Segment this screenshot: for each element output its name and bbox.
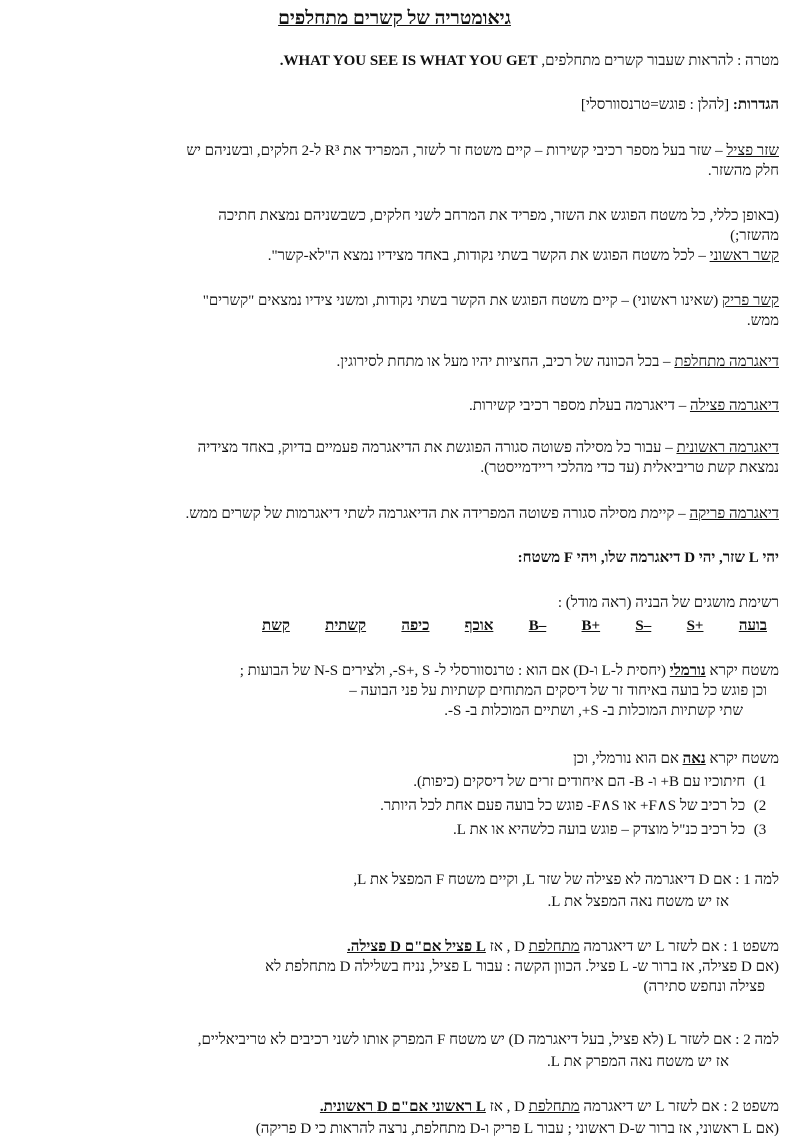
lemma-2-continuation: אז יש משטח נאה המפרק את L. [546,1054,729,1070]
nice-lead: משטח יקרא [709,751,779,767]
prime-knot-definition [268,247,779,265]
composite-diagram-text: – קיימת מסילה סגורה פשוטה המפרידה את הדיאגרמה לשתי דיאגרמות של קשרים ממש. [185,506,686,522]
theorem-2-alternating: מתחלפת [528,1099,580,1115]
lemma-1-continuation: אז יש משטח נאה המפצל את L. [547,894,729,910]
nice-condition [413,773,771,791]
goal-line: מטרה : להראות שעבור קשרים מתחלפים, WHAT YOU SEE IS WHAT YOU GET. [279,53,779,69]
concept-item: קשתית [325,618,367,634]
concept-item: S+ [686,618,704,634]
concept-item: אוכף [464,618,494,634]
concept-item: קשת [262,618,290,634]
split-diagram-term: דיאגרמה פצילה [689,398,779,414]
let-statement: יהי L שזר, יהי D דיאגרמה שלו, ויהי F משטח: [517,550,779,566]
goal-text: להראות שעבור קשרים מתחלפים, [541,53,734,69]
lemma-1-text: אם D דיאגרמה לא פצילה של שזר L, וקיים משטח F המפצל את L, [353,872,732,888]
lemma-1 [353,871,779,889]
alternating-diagram-term: דיאגרמה מתחלפת [674,354,779,370]
condition-text: כל רכיב כנ"ל מוצדק – פוגש בועה כלשהיא או את L. [452,822,746,838]
goal-emphasis: WHAT YOU SEE IS WHAT YOU GET. [279,53,538,69]
page-title: גיאומטריה של קשרים מתחלפים [278,8,511,29]
nice-term: נאה [682,751,706,767]
theorem-1 [347,938,779,956]
nice-condition [453,821,771,839]
lemma-1-label: למה 1 : [735,872,779,888]
condition-number: 1) [753,774,767,790]
theorem-2-mid: D , אז [489,1099,525,1115]
nice-tail: אם הוא נורמלי, וכן [573,751,679,767]
lemma-2: למה 2 : אם לשזר L (לא פציל, בעל דיאגרמה D) יש משטח F המפרק אותו לשני רכיבים לא טריביאליים, [197,1032,779,1048]
concept-item: B– [528,618,547,634]
condition-text: חיתוכיו עם B+ ו- B- הם איחודים זרים של דיסקים (כיפות). [413,774,746,790]
composite-diagram-term: דיאגרמה פריקה [689,506,779,522]
condition-number: 2) [753,798,767,814]
split-link-term: שזר פציל [726,143,779,159]
theorem-1-mid: D , אז [489,939,525,955]
prime-knot-term: קשר ראשוני [709,248,779,264]
concept-item: B+ [581,618,601,634]
split-diagram-definition [469,397,779,415]
theorem-1-statement: L פציל אם"ם D פצילה. [347,939,486,955]
normal-text: (יחסית ל-L ו-D) אם הוא : טרנסוורסלי ל- S+, S-, ולצירים N-S של הבועות ; [239,663,667,679]
normal-surface-definition [240,662,779,680]
nice-condition [380,797,771,815]
normal-term: נורמלי [669,663,706,679]
composite-knot-text: (שאינו ראשוני) – קיים משטח הפוגש את הקשר בשתי נקודות, ומשני צידיו נמצאים "קשרים" [202,293,719,309]
definitions-header [581,96,779,114]
composite-knot-definition [203,292,779,310]
theorem-1-proof-note-continuation: פצילה ונחפש סתירה) [643,979,765,995]
condition-number: 3) [753,822,767,838]
nice-surface-definition [573,750,779,768]
definitions-label: הגדרות: [732,97,779,113]
theorem-2 [320,1098,779,1116]
normal-continuation-1: וכן פוגש כל בועה באיחוד זר של דיסקים המתוחים קשתיות על פני הבועה – [349,683,767,699]
prime-diagram-definition [198,439,779,457]
normal-continuation-2: שתי קשתיות המוכלות ב- S+, ושתיים המוכלות ב- S-. [444,703,743,719]
composite-knot-continuation: ממש. [746,313,779,329]
alternating-diagram-definition [337,353,779,371]
prime-diagram-continuation: נמצאת קשת טריביאלית (עד כדי מהלכי ריידמייסטר). [480,460,779,476]
concepts-intro: רשימת מושגים של הבניה (ראה מודל) : [557,595,779,611]
normal-lead: משטח יקרא [709,663,779,679]
concepts-list [262,618,767,635]
prime-knot-text: – לכל משטח הפוגש את הקשר בשתי נקודות, באחד מצידיו נמצא ה"לא-קשר". [267,248,706,264]
prime-diagram-text: – עבור כל מסילה פשוטה סגורה הפוגשת את הדיאגרמה פעמיים בדיוק, באחד מצידיה [197,440,673,456]
theorem-1-alternating: מתחלפת [528,939,580,955]
general-remark: (באופן כללי, כל משטח הפוגש את השזר, מפריד את המרחב לשני חלקים, כשבשניהם נמצאת חתיכה [218,208,779,224]
split-link-text: – שזר בעל מספר רכיבי קשירות – קיים משטח זר לשזר, המפריד את R³ ל-2 חלקים, ובשניהם יש [186,143,723,159]
prime-diagram-term: דיאגרמה ראשונית [676,440,779,456]
theorem-2-proof-note: (אם L ראשוני, אז ברור ש-D ראשוני ; עבור L פריק ו-D מתחלפת, נרצה להראות כי D פריקה) [255,1121,779,1137]
split-link-continuation: חלק מהשזר. [707,163,779,179]
general-remark-continuation: מהשזר;) [730,228,779,244]
split-link-definition [186,142,779,160]
theorem-2-lead: משפט 2 : אם לשזר L יש דיאגרמה [583,1099,779,1115]
theorem-1-proof-note: (אם D פצילה, אז ברור ש- L פציל. הכוון הקשה : עבור L פציל, נניח בשלילה D מתחלפת לא [265,959,779,975]
alternating-diagram-text: – בכל הכוונה של רכיב, החציות יהיו מעל או מתחת לסירוגין. [336,354,671,370]
definitions-note: [להלן : פוגש=טרנסוורסלי] [580,97,730,113]
concept-item: בועה [738,618,767,634]
concept-item: כיפה [401,618,430,634]
theorem-1-lead: משפט 1 : אם לשזר L יש דיאגרמה [583,939,779,955]
composite-knot-term: קשר פריק [722,293,779,309]
concept-item: S– [635,618,652,634]
split-diagram-text: – דיאגרמה בעלת מספר רכיבי קשירות. [468,398,687,414]
theorem-2-statement: L ראשוני אם"ם D ראשונית. [319,1099,486,1115]
goal-label: מטרה [745,53,779,69]
composite-diagram-definition [185,505,779,523]
condition-text: כל רכיב של F∧S+ או F∧S- פוגש כל בועה פעם אחת לכל היותר. [380,798,746,814]
